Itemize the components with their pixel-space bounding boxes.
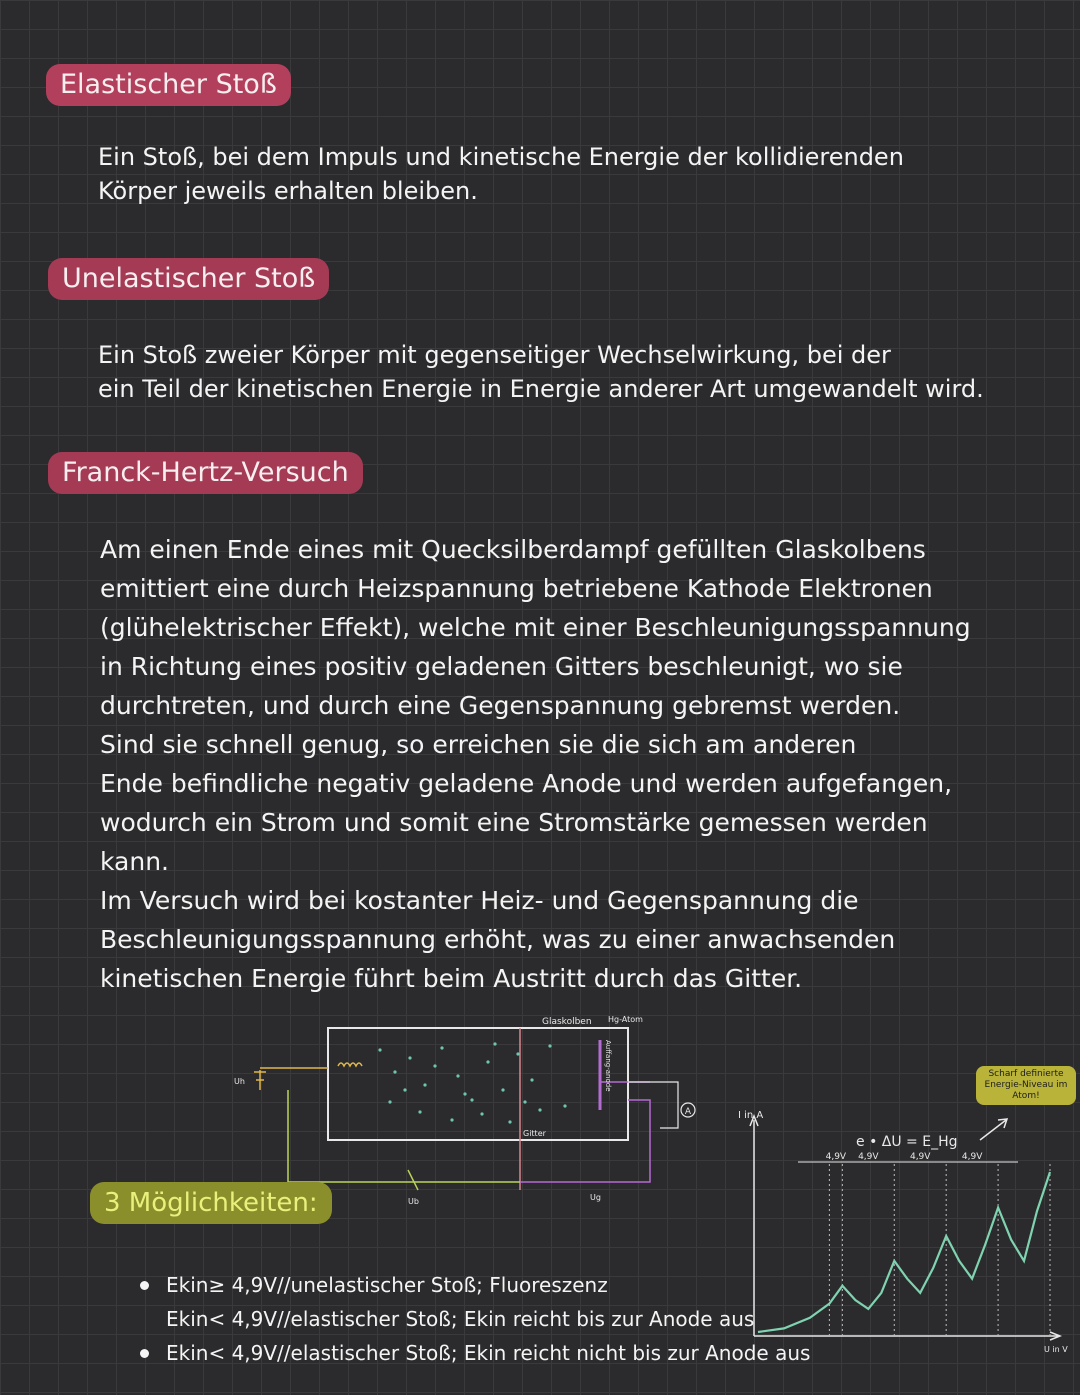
- possibility-2-text: Ekin< 4,9V//elastischer Stoß; Ekin reicht bis zur Anode aus: [166, 1307, 755, 1331]
- paragraph-elastischer-stoss: Ein Stoß, bei dem Impuls und kinetische Energie der kollidierenden Körper jeweils erhalten bleiben.: [98, 143, 904, 205]
- label-hg-atom: Hg-Atom: [608, 1015, 643, 1024]
- spacing-label: 4,9V: [825, 1152, 847, 1162]
- heading-3-moeglichkeiten: 3 Möglichkeiten:: [90, 1182, 332, 1224]
- mercury-atoms: [378, 1042, 566, 1123]
- possibility-2: [140, 1302, 810, 1336]
- chart-note: Scharf definierte Energie-Niveau im Atom!: [976, 1066, 1076, 1105]
- spacing-label: 4,9V: [858, 1152, 879, 1162]
- heading-elastischer-stoss: Elastischer Stoß: [46, 64, 291, 106]
- y-axis-label: I in A: [738, 1110, 764, 1121]
- franck-hertz-curve-chart: [728, 1060, 1073, 1360]
- cathode-coil: [338, 1063, 362, 1066]
- ammeter-label: A: [684, 1107, 692, 1117]
- bullet-dot-icon: [140, 1281, 149, 1290]
- possibility-1-text: Ekin≥ 4,9V//unelastischer Stoß; Fluoreszenz: [166, 1273, 608, 1297]
- possibility-1: [140, 1268, 810, 1302]
- label-gitter: Gitter: [523, 1129, 546, 1138]
- label-glaskolben: Glaskolben: [542, 1017, 592, 1027]
- spacing-label: 4,9V: [909, 1152, 931, 1162]
- possibility-3-text: Ekin< 4,9V//elastischer Stoß; Ekin reicht nicht bis zur Anode aus: [166, 1341, 811, 1365]
- current-voltage-curve: [758, 1172, 1050, 1332]
- note-pointer-arrow-icon: [980, 1120, 1006, 1140]
- heading-franck-hertz-versuch: Franck-Hertz-Versuch: [48, 452, 363, 494]
- spacing-label: 4,9V: [961, 1152, 983, 1162]
- possibilities-list: [140, 1268, 810, 1370]
- possibility-3: [140, 1336, 810, 1370]
- paragraph-franck-hertz: Am einen Ende eines mit Quecksilberdampf gefüllten Glaskolbens emittiert eine durch Heizspannung betriebene Kathode Elektronen (glühelektrischer Effekt), welche mit einer Beschleunigungsspannung in Richtung eines positiv geladenen Gitters beschleunigt, wo sie durchtreten, und durch eine Gegenspannung gebremst werden. Sind sie schnell genug, so erreichen sie die sich am anderen Ende befindliche negativ geladene Anode und werden aufgefangen, wodurch ein Strom und somit eine Stromstärke gemessen werden kann. Im Versuch wird bei kostanter Heiz- und Gegenspannung die Beschleunigungsspannung erhöht, was zu einer anwachsenden kinetischen Energie führt beim Austritt durch das Gitter.: [100, 535, 971, 993]
- chart-formula: e • ΔU = E_Hg: [856, 1134, 958, 1150]
- label-auffang-anode: Auffang-anode: [604, 1040, 612, 1092]
- variable-source-ub: [408, 1170, 418, 1190]
- label-uh: Uh: [234, 1077, 245, 1086]
- franck-hertz-apparatus-diagram: [220, 1010, 700, 1210]
- accelerating-circuit: [288, 1090, 520, 1182]
- paragraph-unelastischer-stoss: Ein Stoß zweier Körper mit gegenseitiger Wechselwirkung, bei der ein Teil der kinetischen Energie in Energie anderer Art umgewandelt wird.: [98, 341, 984, 403]
- heater-source: [254, 1068, 328, 1090]
- heading-unelastischer-stoss: Unelastischer Stoß: [48, 258, 329, 300]
- x-axis-label: U in V: [1044, 1345, 1068, 1354]
- label-ub: Ub: [408, 1197, 419, 1206]
- bullet-dot-icon: [140, 1349, 149, 1358]
- glass-tube: [328, 1028, 628, 1140]
- label-ug: Ug: [590, 1193, 601, 1202]
